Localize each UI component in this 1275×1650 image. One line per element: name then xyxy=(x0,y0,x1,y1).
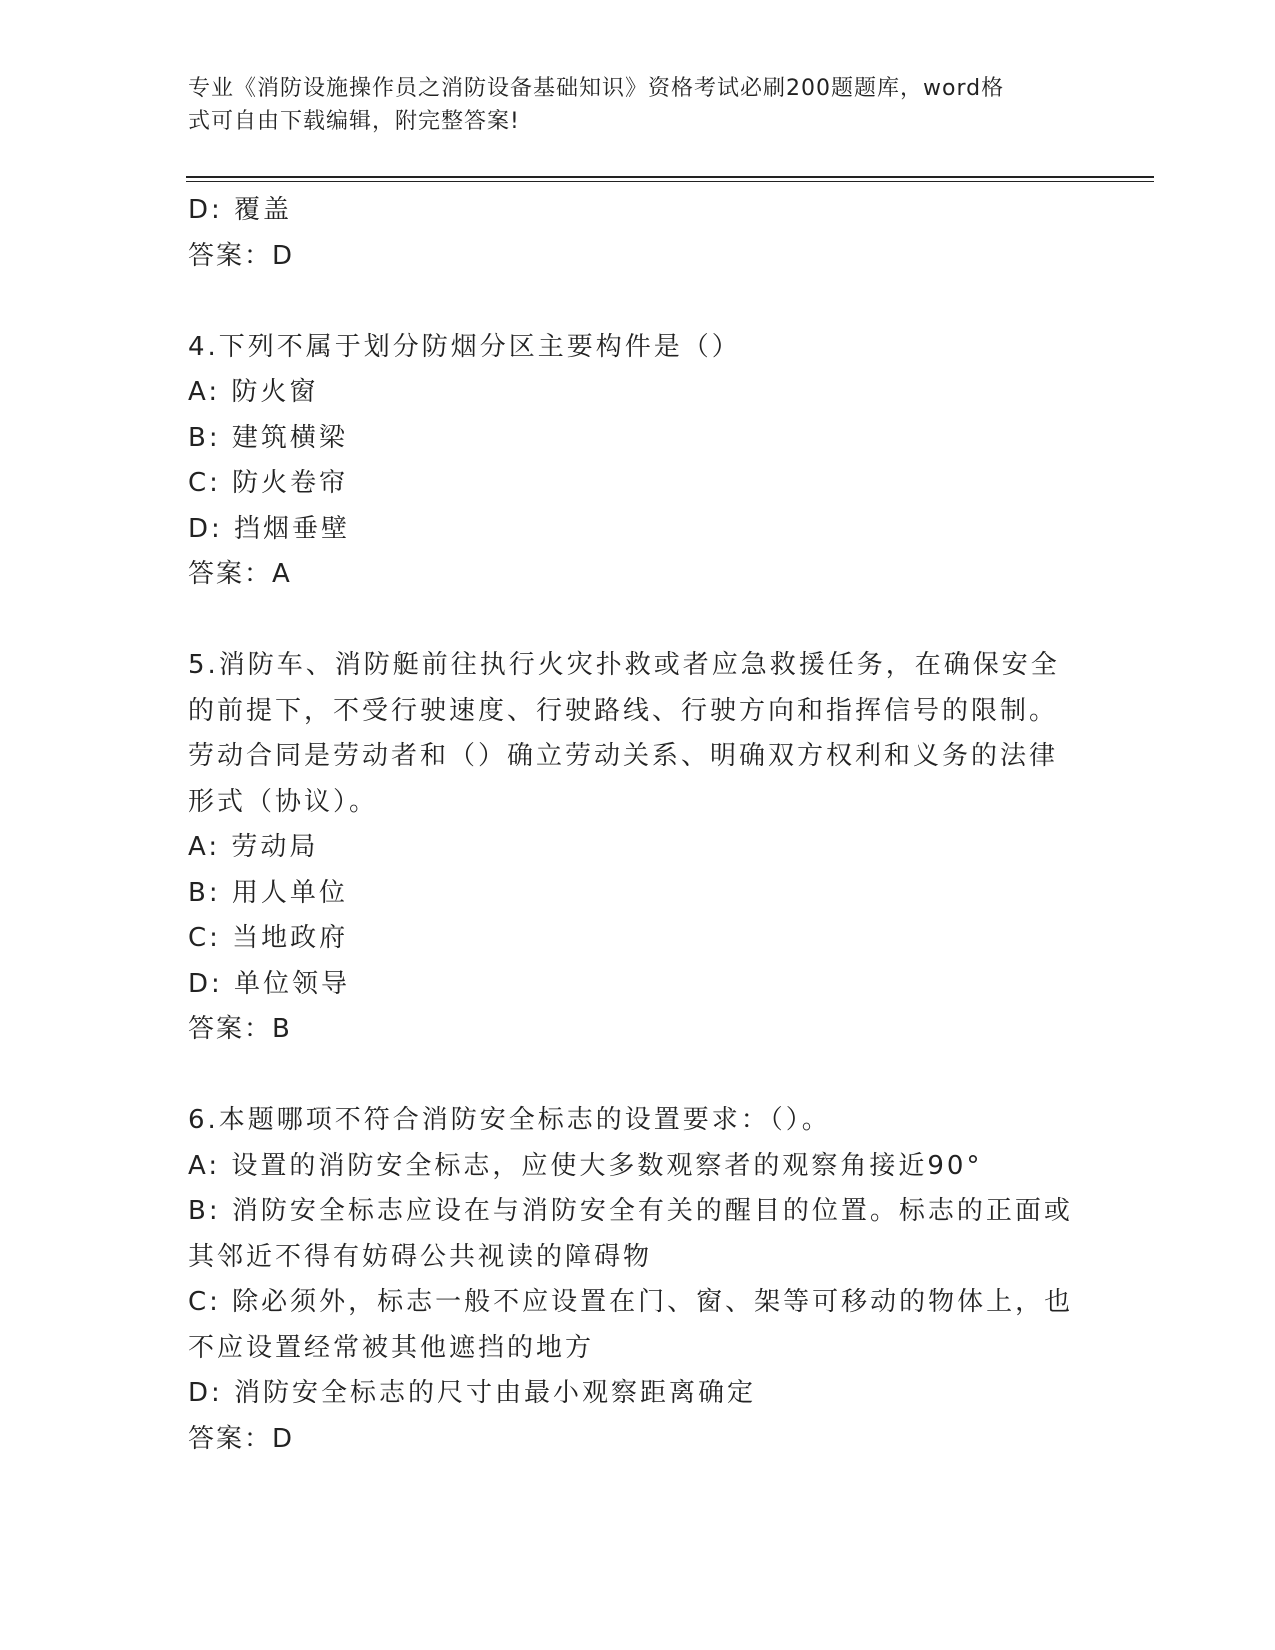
question-stem-line-2: 的前提下，不受行驶速度、行驶路线、行驶方向和指挥信号的限制。 xyxy=(188,695,1059,726)
header-line-1: 专业《消防设施操作员之消防设备基础知识》资格考试必刷200题题库，word格 xyxy=(188,76,1005,101)
document-header xyxy=(188,72,1068,138)
spacer xyxy=(188,598,1088,644)
question-stem-line-4: 形式（协议）。 xyxy=(188,786,379,817)
option-b-line-1: B: 消防安全标志应设在与消防安全有关的醒目的位置。标志的正面或 xyxy=(188,1196,1073,1226)
header-rule-thin xyxy=(186,181,1154,182)
answer-line: 答案：B xyxy=(188,1014,292,1044)
question-5 xyxy=(188,643,1088,1053)
question-stem: 6.本题哪项不符合消防安全标志的设置要求：（）。 xyxy=(188,1105,831,1135)
option-c-line-2: 不应设置经常被其他遮挡的地方 xyxy=(188,1332,595,1363)
answer-line: 答案：D xyxy=(188,1423,295,1454)
option-b: B: 建筑横梁 xyxy=(188,422,348,453)
question-content xyxy=(188,188,1088,1462)
option-a: A: 设置的消防安全标志，应使大多数观察者的观察角接近90° xyxy=(188,1150,983,1181)
option-a: A: 劳动局 xyxy=(188,832,319,862)
previous-question-tail xyxy=(188,188,1088,279)
header-rule-thick xyxy=(186,176,1154,178)
option-b: B: 用人单位 xyxy=(188,877,348,908)
option-d: D: 消防安全标志的尺寸由最小观察距离确定 xyxy=(188,1378,757,1408)
spacer xyxy=(188,279,1088,325)
option-d: D: 覆盖 xyxy=(188,195,293,225)
header-line-2: 式可自由下载编辑，附完整答案! xyxy=(188,109,520,134)
answer-line: 答案：D xyxy=(188,240,295,271)
option-a: A: 防火窗 xyxy=(188,377,319,407)
question-stem-line-1: 5.消防车、消防艇前往执行火灾扑救或者应急救援任务，在确保安全 xyxy=(188,650,1060,680)
question-6 xyxy=(188,1098,1088,1462)
option-b-line-2: 其邻近不得有妨碍公共视读的障碍物 xyxy=(188,1241,653,1272)
option-d: D: 单位领导 xyxy=(188,968,351,999)
question-stem: 4.下列不属于划分防烟分区主要构件是（） xyxy=(188,331,741,362)
option-c: C: 当地政府 xyxy=(188,923,349,953)
option-c-line-1: C: 除必须外，标志一般不应设置在门、窗、架等可移动的物体上，也 xyxy=(188,1287,1074,1317)
spacer xyxy=(188,1053,1088,1099)
option-d: D: 挡烟垂壁 xyxy=(188,513,351,544)
question-stem-line-3: 劳动合同是劳动者和（）确立劳动关系、明确双方权利和义务的法律 xyxy=(188,741,1059,771)
question-4 xyxy=(188,325,1088,598)
option-c: C: 防火卷帘 xyxy=(188,468,349,498)
answer-line: 答案：A xyxy=(188,559,292,589)
